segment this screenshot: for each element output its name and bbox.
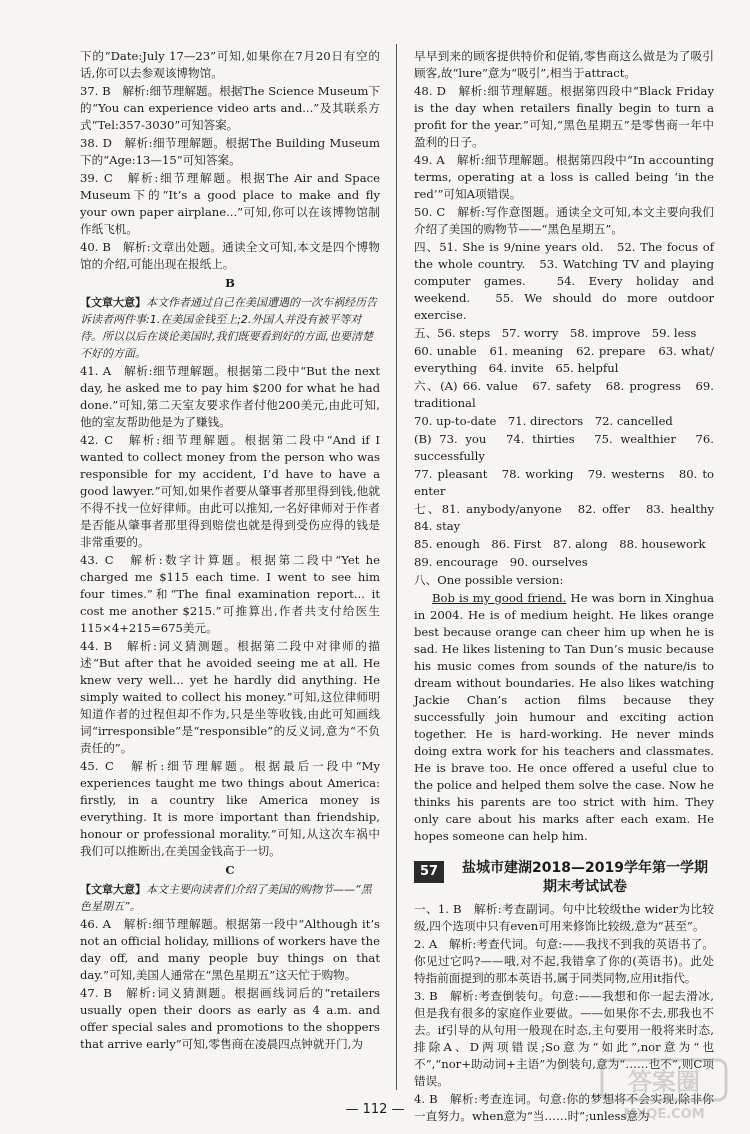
- answer-46: 46. A 解析:细节理解题。根据第一段中“Although it’s not an official holiday, millions of workers have the day off, and many people buy things on that day.”可知,美国人通常在“黑色星期五”这天忙于购物。: [80, 917, 380, 982]
- section-6-row-3: (B) 73. you 74. thirties 75. wealthier 76. successfully: [414, 432, 714, 463]
- answer-36-continued: 下的“Date:July 17—23”可知,如果你在7月20日有空的话,你可以去参观该博物馆。: [80, 49, 380, 80]
- sample-essay-lead: Bob is my good friend.: [432, 591, 567, 605]
- answer-43: 43. C 解析:数字计算题。根据第二段中“Yet he charged me $115 each time. I went to see him four times.”和“The final examination report... it cost me another $215.”可推算出,作者共支付给医生115×4+215=675美元。: [80, 553, 380, 635]
- sample-essay: [414, 590, 714, 845]
- answer-38: 38. D 解析:细节理解题。根据The Building Museum下的“Age:13—15”可知答案。: [80, 136, 380, 167]
- exam-answer-3: 3. B 解析:考查倒装句。句意:——我想和你一起去滑冰,但是我有很多的家庭作业要做。——如果你不去,那我也不去。if引导的从句用一般现在时态,主句要用一般将来时态,排除A、D两项错误;So意为“如此”,nor意为“也不”,“nor+助动词+主语”为倒装句,意为“……也不”,则C项错误。: [414, 989, 714, 1088]
- section-5-row-1: 五、56. steps 57. worry 58. improve 59. less: [414, 326, 697, 340]
- section-b-heading: B: [225, 276, 235, 290]
- exam-number-badge: 57: [414, 861, 444, 883]
- svg-text:答案圈: 答案圈: [628, 1068, 700, 1096]
- watermark-logo: [600, 1058, 728, 1124]
- answer-39: 39. C 解析:细节理解题。根据The Air and Space Museum下的“It’s a good place to make and fly your own paper airplane...”可知,你可以在该博物馆制作纸飞机。: [80, 171, 380, 236]
- summary-c-tag: 【文章大意】: [80, 883, 146, 896]
- answer-44: 44. B 解析:词义猜测题。根据第二段中对律师的描述“But after that he avoided seeing me at all. He knew very well... yet he hardly did anything. He simply waited to collect his money.”可知,这位律师明知道作者的过程但却不作为,只是坐等收钱,由此可知画线词“irresponsible”是“responsible”的反义词,意为“不负责任的”。: [80, 639, 380, 755]
- section-7-row-2: 85. enough 86. First 87. along 88. housework: [414, 537, 706, 551]
- exam-answer-1: 一、1. B 解析:考查副词。句中比较级the wider为比较级,四个选项中只有even可用来修饰比较级,意为“甚至”。: [414, 902, 714, 933]
- answer-48: 48. D 解析:细节理解题。根据第四段中“Black Friday is the day when retailers finally begin to turn a profit for the year.”可知,“黑色星期五”是零售商一年中盈利的日子。: [414, 84, 714, 149]
- section-6-row-4: 77. pleasant 78. working 79. westerns 80. to enter: [414, 467, 714, 498]
- answer-47-continued: 早早到来的顾客提供特价和促销,零售商这么做是为了吸引顾客,故“lure”意为“吸引”,相当于attract。: [414, 49, 714, 80]
- summary-b-tag: 【文章大意】: [80, 296, 146, 309]
- right-column: [414, 48, 726, 1126]
- answer-50: 50. C 解析:写作意图题。通读全文可知,本文主要向我们介绍了美国的购物节——“黑色星期五”。: [414, 205, 714, 236]
- exam-answer-2: 2. A 解析:考查代词。句意:——我找不到我的英语书了。你见过它吗?——哦,对不起,我错拿了你的(英语书)。此处特指前面提到的那本英语书,属于同类同物,应用it指代。: [414, 937, 714, 985]
- answer-42: 42. C 解析:细节理解题。根据第二段中“And if I wanted to collect money from the person who was responsible for my accident, I’d have to have a good lawyer.”可知,如果作者要从肇事者那里得到钱,他就不得不找一位好律师。由此可以推知,一名好律师对于作者是否能从肇事者那里得到赔偿也就是得到受伤应得的钱是非常重要的。: [80, 433, 380, 549]
- answer-40: 40. B 解析:文章出处题。通读全文可知,本文是四个博物馆的介绍,可能出现在报纸上。: [80, 240, 380, 271]
- column-divider: [396, 44, 397, 1090]
- section-4-answers: 四、51. She is 9/nine years old. 52. The focus of the whole country. 53. Watching TV and playing computer games. 54. Every holiday and weekend. 55. We should do more outdoor exercise.: [414, 240, 714, 322]
- answer-41: 41. A 解析:细节理解题。根据第二段中“But the next day, he asked me to pay him $200 for what he had done.”可知,第二天室友要求作者付他200美元,由此可知,他的室友帮助他是为了赚钱。: [80, 364, 380, 429]
- section-5-row-2: 60. unable 61. meaning 62. prepare 63. what/ everything 64. invite 65. helpful: [414, 344, 714, 375]
- answer-45: 45. C 解析:细节理解题。根据最后一段中“My experiences taught me two things about America: firstly, in a country like America money is everything. It is more important than friendship, honour or professional morality.”可知,从这次车祸中我们可以推断出,在美国金钱高于一切。: [80, 759, 380, 858]
- sample-essay-body: He was born in Xinghua in 2004. He is of medium height. He likes orange best because orange can cheer him up when he is sad. He likes listening to Tan Dun’s music because his music comes from sounds of the nature/is to dream without boundaries. He also likes watching Jackie Chan’s action films because they successfully join humour and exciting action together. He is hard-working. He never minds doing extra work for his teachers and classmates. He is brave too. He once offered a useful clue to the police and helped them solve the case. Now he thinks his parents are too strict with him. They only care about his marks after each exam. He hopes someone can help him.: [414, 591, 714, 843]
- section-7-row-1: 七、81. anybody/anyone 82. offer 83. healthy 84. stay: [414, 502, 726, 533]
- section-6-row-2: 70. up-to-date 71. directors 72. cancelled: [414, 414, 673, 428]
- exam-title: 盐城市建湖2018—2019学年第一学期期末考试试卷: [462, 860, 708, 895]
- summary-c: [80, 881, 380, 915]
- page-number: — 112 —: [345, 1102, 405, 1117]
- section-7-row-3: 89. encourage 90. ourselves: [414, 555, 588, 569]
- exam-header: [414, 859, 714, 897]
- section-c-heading: C: [225, 863, 235, 877]
- summary-c-body: 本文主要向读者们介绍了美国的购物节——“黑色星期五”。: [80, 883, 372, 913]
- section-6-row-1: 六、(A) 66. value 67. safety 68. progress 69. traditional: [414, 379, 714, 410]
- answer-49: 49. A 解析:细节理解题。根据第四段中“In accounting terms, operating at a loss is called being ‘in the red’”可知A项错误。: [414, 153, 714, 201]
- svg-text:MXQE.COM: MXQE.COM: [623, 1107, 705, 1122]
- left-column: [80, 48, 380, 1054]
- answer-37: 37. B 解析:细节理解题。根据The Science Museum下的“You can experience video arts and...”及其联系方式“Tel:357-3030”可知答案。: [80, 84, 380, 132]
- summary-b: [80, 294, 380, 362]
- summary-b-body: 本文作者通过自己在美国遭遇的一次车祸经历告诉读者两件事:1.在美国金钱至上;2.外国人并没有被平等对待。所以以后在谈论美国时,我们既要看到好的方面,也要清楚不好的方面。: [80, 296, 377, 360]
- exam-answer-4: 4. B 解析:考查连词。句意:你的梦想将不会实现,除非你一直努力。when意为“当……时”;unless意为: [414, 1092, 714, 1123]
- section-8-heading: 八、One possible version:: [414, 573, 564, 587]
- answer-47: 47. B 解析:词义猜测题。根据画线词后的“retailers usually open their doors as early as 4 a.m. and offer special sales and promotions to the shoppers that arrive early”可知,零售商在凌晨四点钟就开门,为: [80, 986, 380, 1051]
